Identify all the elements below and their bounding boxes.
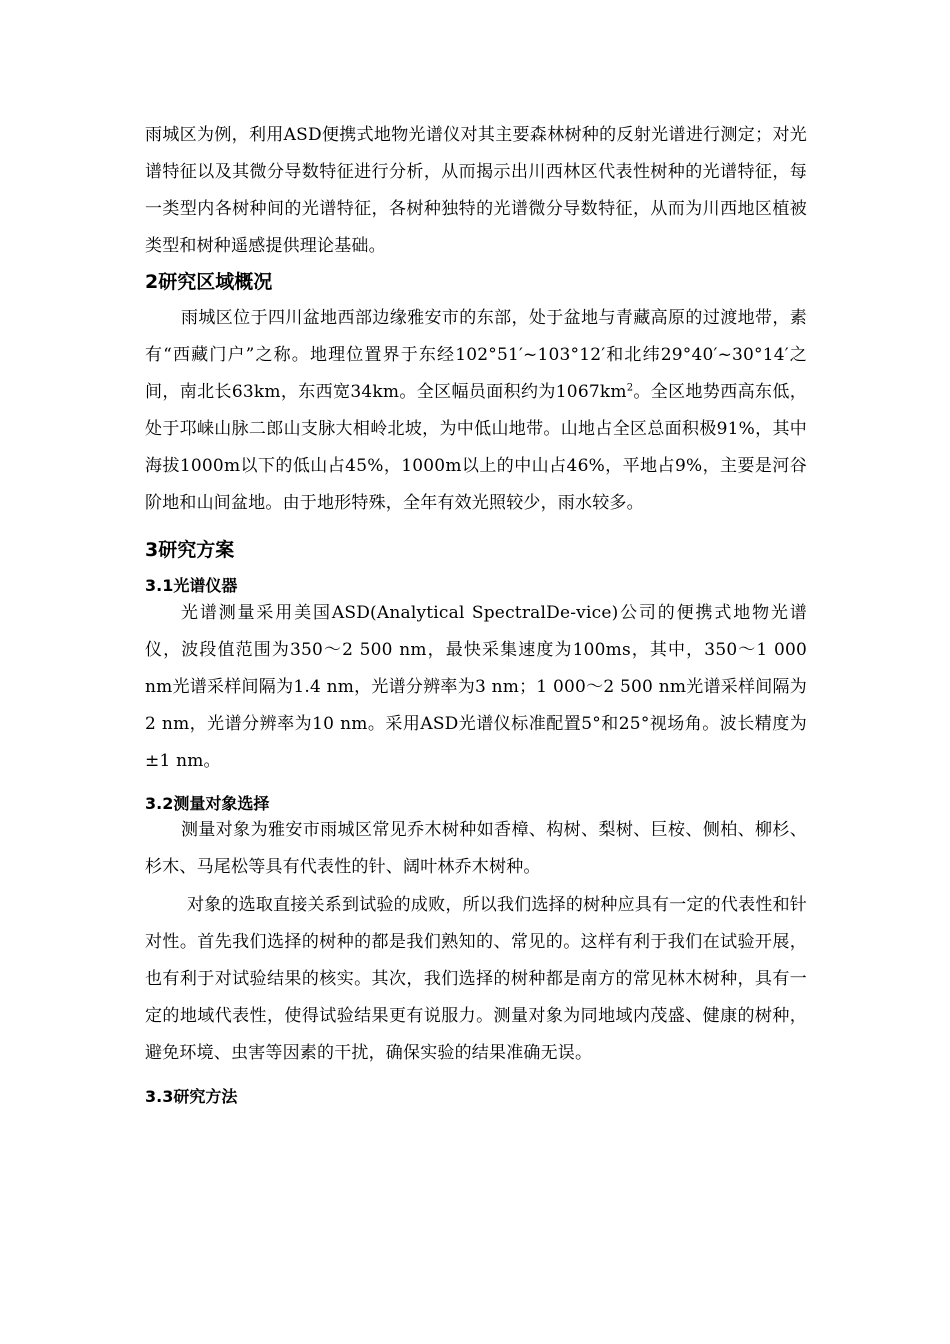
document-page xyxy=(145,117,807,1109)
section-2-text-part2: 。全区地势西高东低，处于邛崃山脉二郎山支脉大相岭北坡，为中低山地带。山地占全区总面积极91%，其中海拔1000m以下的低山占45%，1000m以上的中山占46%，平地占9%，主要是河谷阶地和山间盆地。由于地形特殊，全年有效光照较少，雨水较多。 xyxy=(145,382,807,513)
superscript-2: 2 xyxy=(626,382,634,394)
subsection-3-2-paragraph-2: 对象的选取直接关系到试验的成败，所以我们选择的树种应具有一定的代表性和针对性。首先我们选择的树种的都是我们熟知的、常见的。这样有利于我们在试验开展，也有利于对试验结果的核实。其次，我们选择的树种都是南方的常见林木树种，具有一定的地域代表性，使得试验结果更有说服力。测量对象为同地域内茂盛、健康的树种，避免环境、虫害等因素的干扰，确保实验的结果准确无误。 xyxy=(145,895,807,1063)
subsection-3-1-paragraph: 光谱测量采用美国ASD(Analytical SpectralDe-vice)公司的便携式地物光谱仪，波段值范围为350～2 500 nm，最快采集速度为100ms，其中，350～1 000 nm光谱采样间隔为1.4 nm，光谱分辨率为3 nm；1 000～2 500 nm光谱采样间隔为2 nm，光谱分辨率为10 nm。采用ASD光谱仪标准配置5°和25°视场角。波长精度为±1 nm。 xyxy=(145,603,807,771)
section-3-heading: 3研究方案 xyxy=(145,539,235,561)
section-2-paragraph xyxy=(145,300,807,522)
subsection-3-3-heading: 3.3研究方法 xyxy=(145,1087,238,1106)
subsection-3-1-heading: 3.1光谱仪器 xyxy=(145,576,238,595)
section-2-heading: 2研究区域概况 xyxy=(145,271,273,293)
section-2-text-part1: 雨城区位于四川盆地西部边缘雅安市的东部，处于盆地与青藏高原的过渡地带，素有“西藏门户”之称。地理位置界于东经102°51′~103°12′和北纬29°40′~30°14′之间，南北长63km，东西宽34km。全区幅员面积约为1067km xyxy=(145,308,807,402)
subsection-3-2-heading: 3.2测量对象选择 xyxy=(145,794,270,813)
subsection-3-2-paragraph-1: 测量对象为雅安市雨城区常见乔木树种如香樟、构树、梨树、巨桉、侧柏、柳杉、杉木、马尾松等具有代表性的针、阔叶林乔木树种。 xyxy=(145,820,807,877)
intro-paragraph: 雨城区为例，利用ASD便携式地物光谱仪对其主要森林树种的反射光谱进行测定；对光谱特征以及其微分导数特征进行分析，从而揭示出川西林区代表性树种的光谱特征，每一类型内各树种间的光谱特征，各树种独特的光谱微分导数特征，从而为川西地区植被类型和树种遥感提供理论基础。 xyxy=(145,125,807,256)
